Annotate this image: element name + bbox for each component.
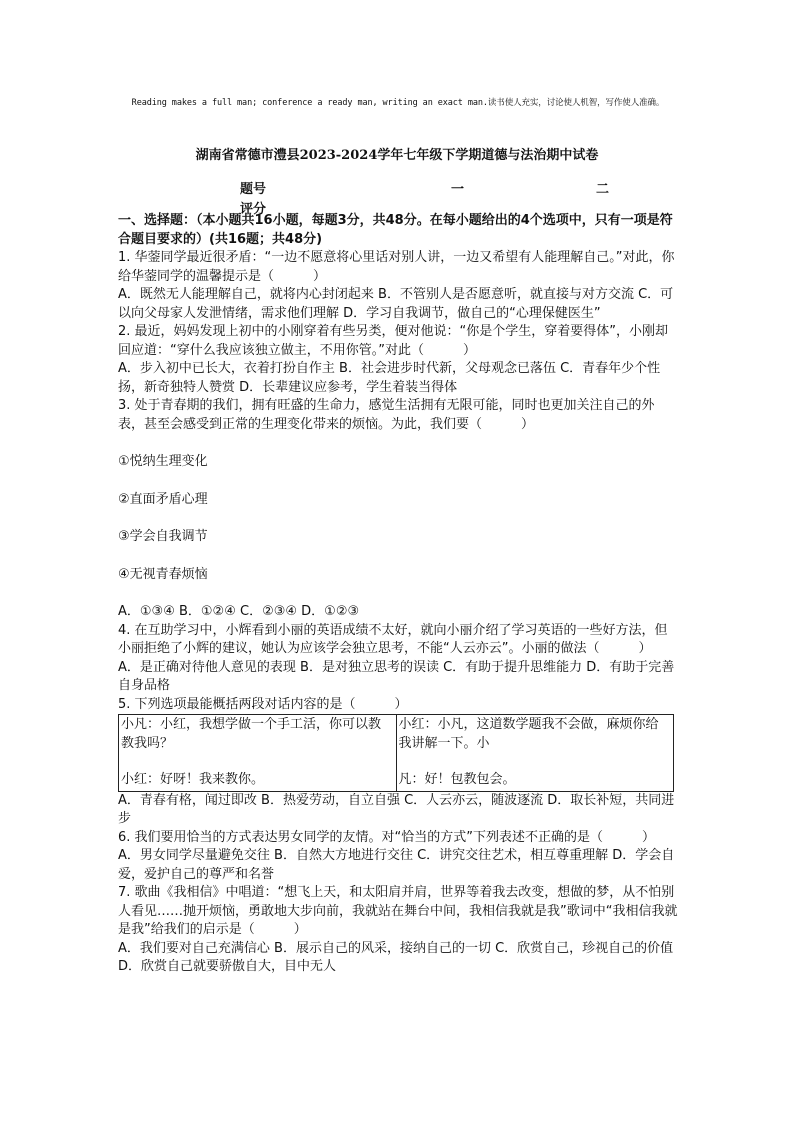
question-7-stem: 7. 歌曲《我相信》中唱道：“想飞上天，和太阳肩并肩，世界等着我去改变，想做的梦，从不怕别人看见……抛开烦恼，勇敢地大步向前，我就站在舞台中间，我相信我就是我”歌词中“我相信我就是我”给我们的启示是（ ） xyxy=(118,885,678,937)
section-heading: 一、选择题：（本小题共16小题，每题3分，共48分。在每小题给出的4个选项中，只有一项是符合题目要求的）(共16题；共48分) xyxy=(118,213,673,247)
score-label-number: 题号 xyxy=(240,182,267,197)
question-7-options: A．我们要对自己充满信心 B．展示自己的风采，接纳自己的一切 C．欣赏自己，珍视自己的价值 D．欣赏自己就要骄傲自大，目中无人 xyxy=(118,940,674,974)
motto-header: Reading makes a full man; conference a ready man, writing an exact man.读书使人充实，讨论使人机智，写作使人准确。 xyxy=(131,98,665,108)
score-col-one: 一 xyxy=(451,182,465,197)
question-2-stem: 2. 最近，妈妈发现上初中的小刚穿着有些另类，便对他说：“你是个学生，穿着要得体”，小刚却回应道：“穿什么我应该独立做主，不用你管。”对此（ ） xyxy=(118,324,669,358)
dialog-right-line-2: 凡：好！包教包会。 xyxy=(398,772,516,787)
dialog-right-cell xyxy=(396,715,674,792)
score-label-points: 评分 xyxy=(240,202,267,217)
question-3-statement-1: ①悦纳生理变化 xyxy=(118,454,208,469)
question-5-options: A．青春有格，闻过即改 B．热爱劳动，自立自强 C．人云亦云，随波逐流 D．取长补短，共同进步 xyxy=(118,792,675,826)
question-4-options: A．是正确对待他人意见的表现 B．是对独立思考的误读 C．有助于提升思维能力 D．有助于完善自身品格 xyxy=(118,659,675,693)
question-3-statement-4: ④无视青春烦恼 xyxy=(118,566,208,582)
dialog-left-cell xyxy=(119,715,397,792)
question-3-stem: 3. 处于青春期的我们，拥有旺盛的生命力，感觉生活拥有无限可能，同时也更加关注自己的外表，甚至会感受到正常的生理变化带来的烦恼。为此，我们要（ ） xyxy=(118,398,655,432)
question-3-statement-2: ②直面矛盾心理 xyxy=(118,491,208,507)
question-2-options: A．步入初中已长大，衣着打扮自作主 B．社会进步时代新，父母观念已落伍 C．青春年少个性扬，新奇独特人赞赏 D．长辈建议应参考，学生着装当得体 xyxy=(118,361,661,395)
dialog-right-line-1: 小红：小凡，这道数学题我不会做，麻烦你给我讲解一下。小 xyxy=(398,717,659,751)
question-4-stem: 4. 在互助学习中，小辉看到小丽的英语成绩不太好，就向小丽介绍了学习英语的一些好方法，但小丽拒绝了小辉的建议，她认为应该学会独立思考，不能“人云亦云”。小丽的做法（ ） xyxy=(118,622,668,656)
question-3-statement-3: ③学会自我调节 xyxy=(118,529,208,544)
dialog-table xyxy=(118,714,674,792)
question-1-stem: 1. 华蓥同学最近很矛盾：“一边不愿意将心里话对别人讲，一边又希望有人能理解自己。”对此，你给华蓥同学的温馨提示是（ ） xyxy=(118,250,675,284)
dialog-left-line-2: 小红：好呀！我来教你。 xyxy=(121,772,265,787)
question-6-options: A．男女同学尽量避免交往 B．自然大方地进行交往 C．讲究交往艺术，相互尊重理解 D．学会自爱，爱护自己的尊严和名誉 xyxy=(118,848,675,882)
dialog-left-line-1: 小凡：小红，我想学做一个手工活，你可以教教我吗？ xyxy=(121,717,382,751)
exam-title: 湖南省常德市澧县2023-2024学年七年级下学期道德与法治期中试卷 xyxy=(195,148,599,163)
question-5-stem: 5. 下列选项最能概括两段对话内容的是（ ） xyxy=(118,696,408,712)
question-6-stem: 6. 我们要用恰当的方式表达男女同学的友情。对“恰当的方式”下列表述不正确的是（ ） xyxy=(118,829,656,845)
question-3-options: A．①③④ B．①②④ C．②③④ D．①②③ xyxy=(118,604,360,619)
score-col-two: 二 xyxy=(596,182,610,197)
exam-content xyxy=(118,212,678,977)
question-1-options: A．既然无人能理解自己，就将内心封闭起来 B．不管别人是否愿意听，就直接与对方交流 C．可以向父母家人发泄情绪，需求他们理解 D．学习自我调节，做自己的“心理保健医生” xyxy=(118,287,674,321)
score-row-number xyxy=(228,178,648,198)
